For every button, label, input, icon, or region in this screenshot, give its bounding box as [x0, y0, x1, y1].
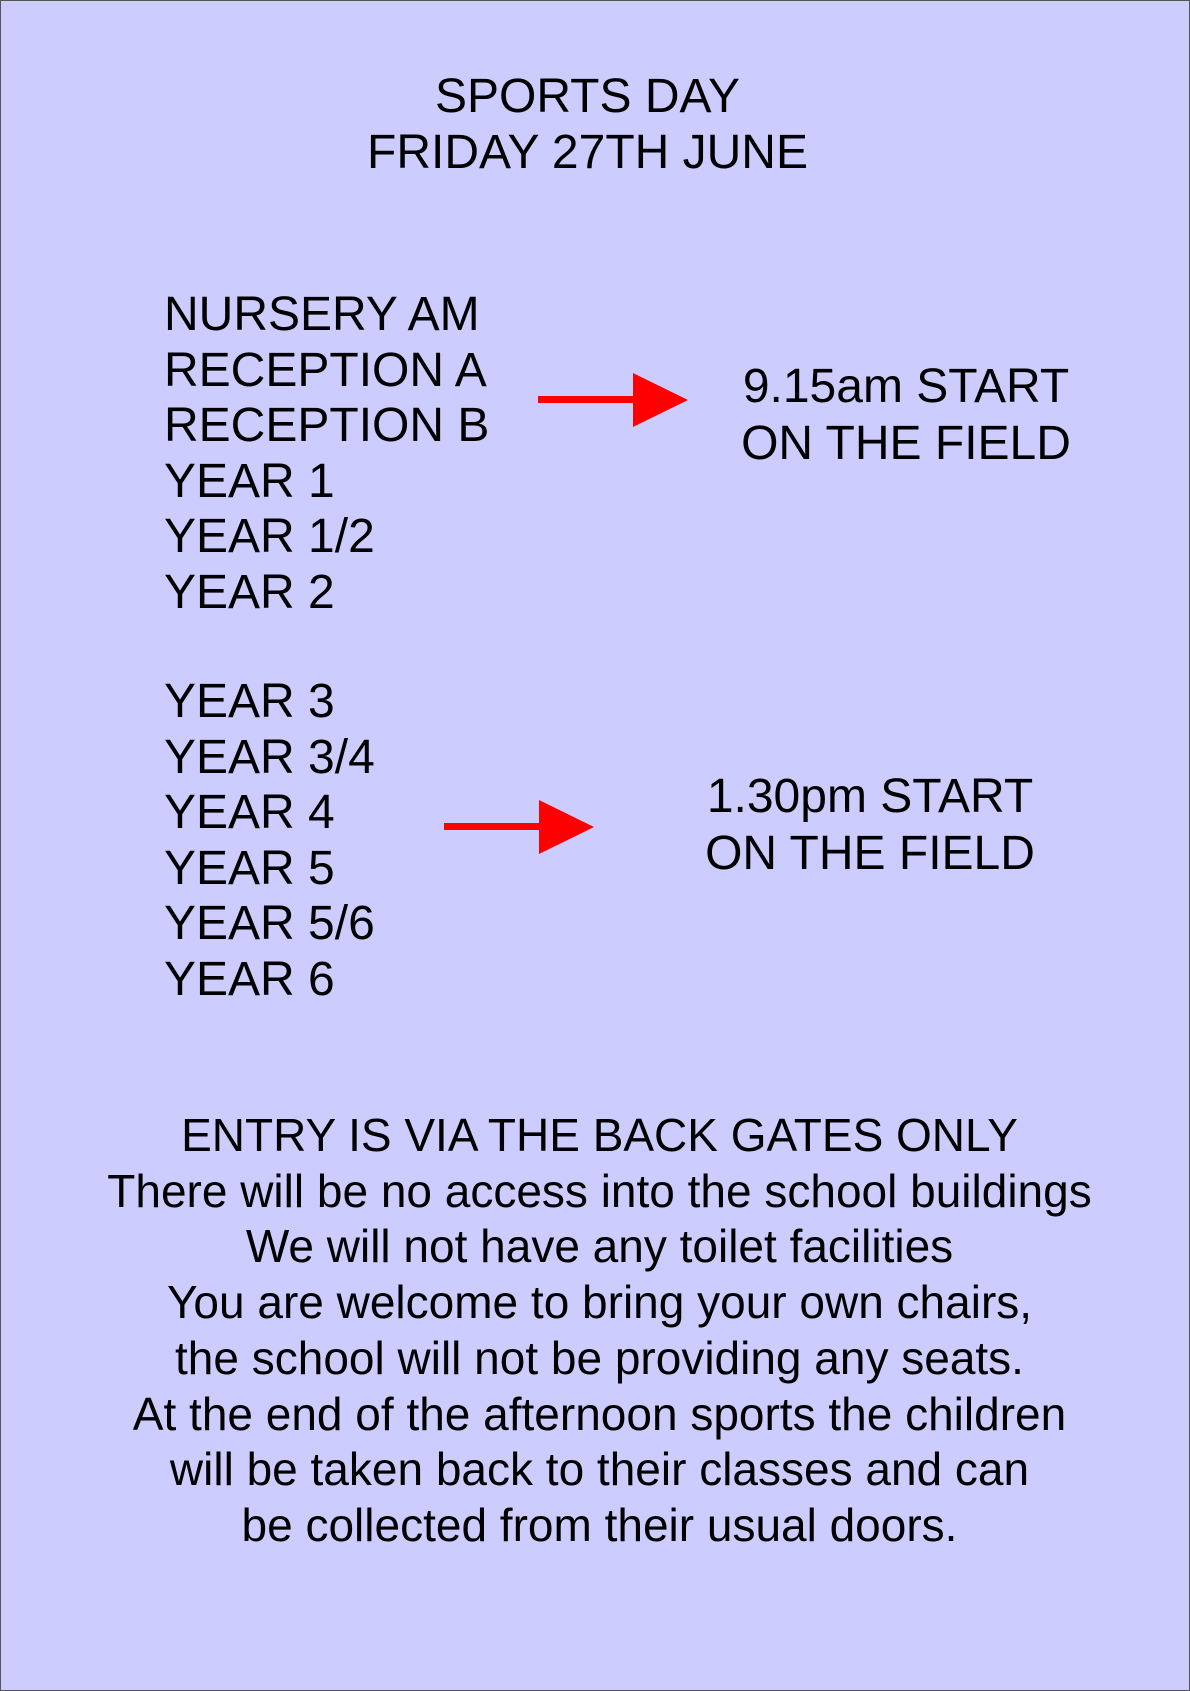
class-item: YEAR 2	[164, 565, 335, 619]
morning-class-list	[164, 287, 489, 621]
notice-line: We will not have any toilet facilities	[245, 1220, 954, 1273]
class-item: YEAR 1/2	[164, 510, 375, 564]
notices-block	[1, 1108, 1190, 1554]
class-item: YEAR 5/6	[164, 897, 375, 951]
afternoon-location: ON THE FIELD	[705, 827, 1035, 880]
afternoon-start-time: 1.30pm START	[706, 770, 1034, 823]
class-item: YEAR 4	[164, 786, 335, 840]
poster-title: SPORTS DAY	[435, 70, 740, 123]
afternoon-start-info	[670, 768, 1070, 882]
notice-line: There will be no access into the school buildings	[107, 1164, 1092, 1217]
notice-line: You are welcome to bring your own chairs,	[166, 1276, 1033, 1329]
morning-start-time: 9.15am START	[742, 360, 1070, 413]
class-item: YEAR 6	[164, 952, 335, 1006]
morning-location: ON THE FIELD	[741, 417, 1071, 470]
morning-start-info	[706, 358, 1106, 472]
class-item: RECEPTION A	[164, 343, 487, 397]
class-item: NURSERY AM	[164, 288, 480, 341]
entry-notice: ENTRY IS VIA THE BACK GATES ONLY	[181, 1109, 1018, 1161]
class-item: YEAR 3/4	[164, 730, 375, 784]
right-arrow-icon	[538, 373, 688, 427]
event-date: FRIDAY 27TH JUNE	[367, 126, 808, 179]
class-item: YEAR 1	[164, 454, 335, 508]
class-item: YEAR 5	[164, 841, 335, 895]
title-block	[1, 69, 1174, 181]
notice-line: the school will not be providing any seats.	[175, 1331, 1024, 1384]
right-arrow-icon	[444, 800, 594, 854]
notice-line: At the end of the afternoon sports the children	[132, 1387, 1067, 1440]
class-item: RECEPTION B	[164, 399, 490, 453]
class-item: YEAR 3	[164, 675, 335, 728]
notice-line: be collected from their usual doors.	[241, 1498, 958, 1551]
notice-line: will be taken back to their classes and can	[169, 1443, 1030, 1496]
afternoon-class-list	[164, 674, 375, 1008]
